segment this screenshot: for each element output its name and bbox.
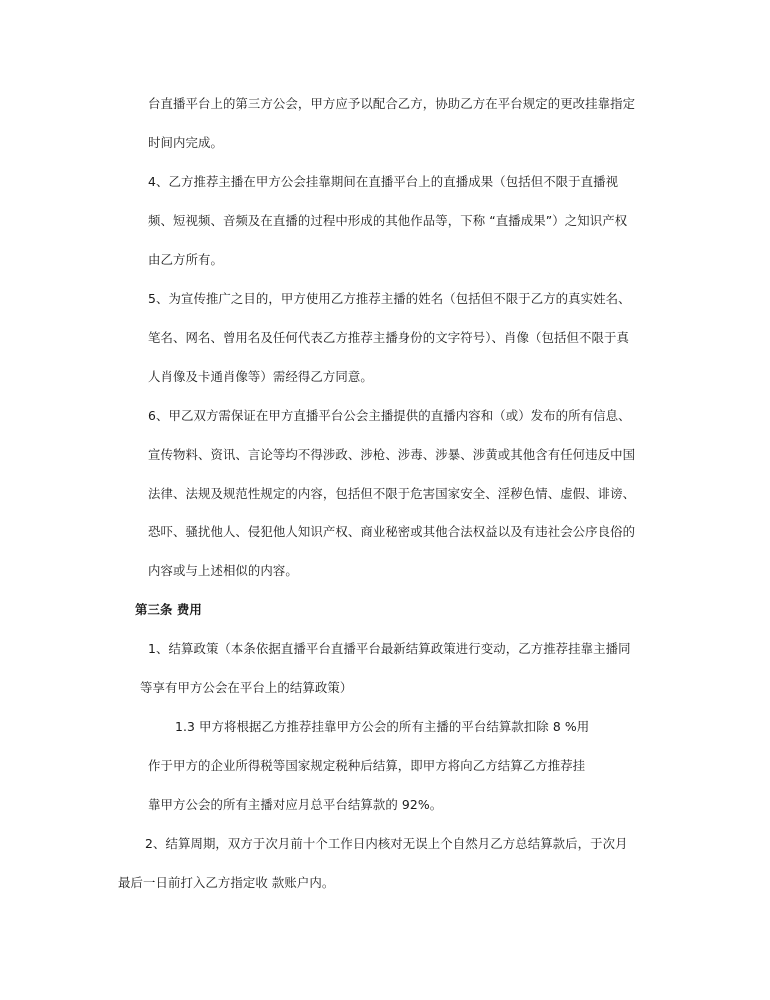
- paragraph-line: 笔名、网名、曾用名及任何代表乙方推荐主播身份的文字符号）、肖像（包括但不限于真: [148, 330, 629, 345]
- paragraph-line: 时间内完成。: [148, 135, 223, 150]
- policy-line: 1、结算政策（本条依据直播平台直播平台最新结算政策进行变动，乙方推荐挂靠主播同: [148, 641, 631, 656]
- paragraph-line: 台直播平台上的第三方公会，甲方应予以配合乙方，协助乙方在平台规定的更改挂靠指定: [148, 96, 636, 111]
- paragraph-line: 最后一日前打入乙方指定收 款账户内。: [118, 875, 335, 890]
- settlement-cycle-line: 2、结算周期，双方于次月前十个工作日内核对无误上个自然月乙方总结算款后，于次月: [145, 836, 628, 851]
- subclause-line: 1.3 甲方将根据乙方推荐挂靠甲方公会的所有主播的平台结算款扣除 8 %用: [175, 719, 590, 734]
- paragraph-line: 等享有甲方公会在平台上的结算政策）: [140, 680, 353, 695]
- clause-6-line: 6、甲乙双方需保证在甲方直播平台公会主播提供的直播内容和（或）发布的所有信息、: [148, 408, 631, 423]
- paragraph-line: 人肖像及卡通肖像等）需经得乙方同意。: [148, 369, 373, 384]
- paragraph-line: 内容或与上述相似的内容。: [148, 563, 298, 578]
- paragraph-line: 法律、法规及规范性规定的内容，包括但不限于危害国家安全、淫秽色情、虚假、诽谤、: [148, 486, 636, 501]
- section-heading: 第三条 费用: [135, 602, 202, 617]
- paragraph-line: 作于甲方的企业所得税等国家规定税种后结算，即甲方将向乙方结算乙方推荐挂: [148, 758, 586, 773]
- clause-4-line: 4、乙方推荐主播在甲方公会挂靠期间在直播平台上的直播成果（包括但不限于直播视: [148, 174, 619, 189]
- clause-5-line: 5、为宣传推广之目的，甲方使用乙方推荐主播的姓名（包括但不限于乙方的真实姓名、: [148, 291, 631, 306]
- paragraph-line: 频、短视频、音频及在直播的过程中形成的其他作品等，下称 “直播成果”）之知识产权: [148, 213, 628, 228]
- paragraph-line: 靠甲方公会的所有主播对应月总平台结算款的 92%。: [148, 797, 443, 812]
- paragraph-line: 由乙方所有。: [148, 252, 223, 267]
- paragraph-line: 恐吓、骚扰他人、侵犯他人知识产权、商业秘密或其他合法权益以及有违社会公序良俗的: [148, 524, 636, 539]
- paragraph-line: 宣传物料、资讯、言论等均不得涉政、涉枪、涉毒、涉暴、涉黄或其他含有任何违反中国: [148, 447, 636, 462]
